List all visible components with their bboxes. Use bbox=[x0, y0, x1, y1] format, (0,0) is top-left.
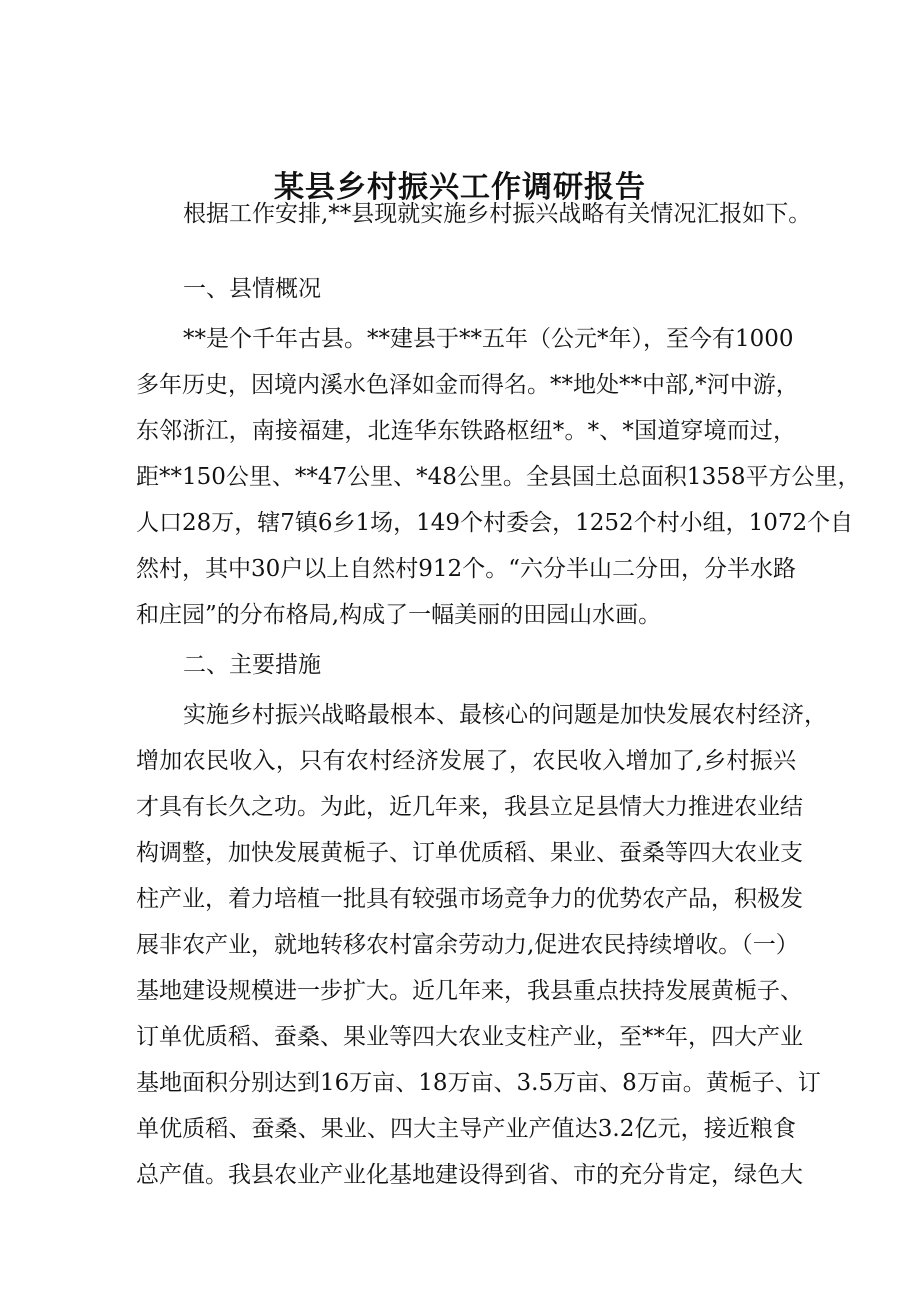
text-line: 总产值。我县农业产业化基地建设得到省、市的充分肯定，绿色大 bbox=[136, 1162, 803, 1188]
text-line: 和庄园”的分布格局,构成了一幅美丽的田园山水画。 bbox=[136, 602, 662, 628]
document-title: 某县乡村振兴工作调研报告 bbox=[274, 170, 646, 205]
text-line: 才具有长久之功。为此，近几年来，我县立足县情大力推进农业结 bbox=[136, 794, 803, 820]
paragraph-intro: 根据工作安排,**县现就实施乡村振兴战略有关情况汇报如下。 bbox=[183, 201, 812, 227]
text-line: 东邻浙江，南接福建，北连华东铁路枢纽*。*、*国道穿境而过， bbox=[136, 418, 796, 444]
text-line: **是个千年古县。**建县于**五年（公元*年），至今有1000 bbox=[183, 326, 794, 352]
text-line: 柱产业，着力培植一批具有较强市场竞争力的优势农产品，积极发 bbox=[136, 886, 803, 912]
text-line: 展非农产业，就地转移农村富余劳动力,促进农民持续增收。（一） bbox=[136, 932, 799, 958]
text-line: 距**150公里、**47公里、*48公里。全县国土总面积1358平方公里， bbox=[136, 464, 861, 490]
section-heading-1: 一、县情概况 bbox=[183, 276, 321, 302]
text-line: 订单优质稻、蚕桑、果业等四大农业支柱产业，至**年，四大产业 bbox=[136, 1024, 803, 1050]
section-heading-2: 二、主要措施 bbox=[183, 652, 321, 678]
text-line: 基地面积分别达到16万亩、18万亩、3.5万亩、8万亩。黄栀子、订 bbox=[136, 1070, 821, 1096]
text-line: 基地建设规模进一步扩大。近几年来，我县重点扶持发展黄栀子、 bbox=[136, 978, 803, 1004]
text-line: 实施乡村振兴战略最根本、最核心的问题是加快发展农村经济， bbox=[183, 702, 827, 728]
text-line: 然村，其中30户以上自然村912个。“六分半山二分田，分半水路 bbox=[136, 556, 796, 582]
text-line: 单优质稻、蚕桑、果业、四大主导产业产值达3.2亿元，接近粮食 bbox=[136, 1116, 796, 1142]
text-line: 人口28万，辖7镇6乡1场，149个村委会，1252个村小组，1072个自 bbox=[136, 510, 854, 536]
text-line: 多年历史，因境内溪水色泽如金而得名。**地处**中部,*河中游， bbox=[136, 372, 799, 398]
text-line: 构调整，加快发展黄栀子、订单优质稻、果业、蚕桑等四大农业支 bbox=[136, 840, 803, 866]
text-line: 增加农民收入，只有农村经济发展了，农民收入增加了,乡村振兴 bbox=[136, 748, 796, 774]
